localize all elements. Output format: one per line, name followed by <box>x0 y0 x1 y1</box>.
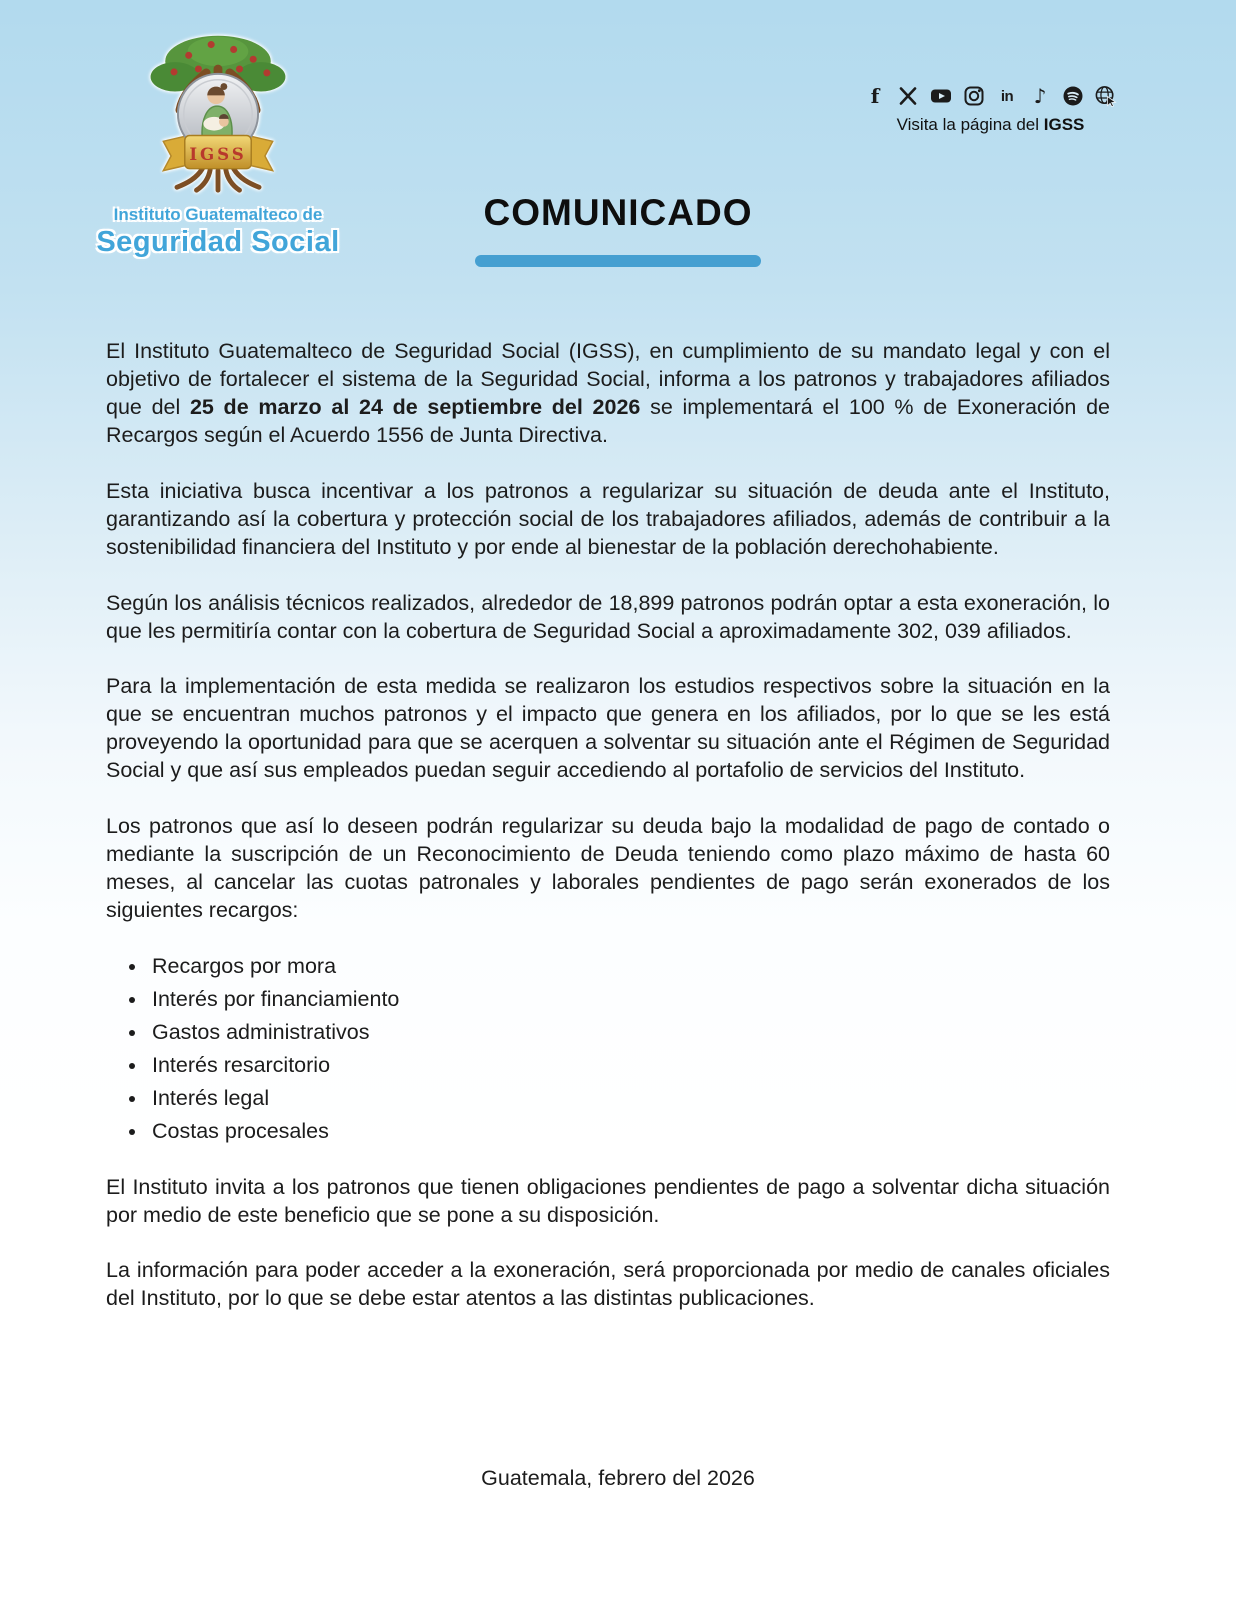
title-underline-bar <box>475 255 761 267</box>
list-item <box>148 1052 1110 1080</box>
spotify-icon <box>1061 84 1085 108</box>
date-footer: Guatemala, febrero del 2026 <box>481 1466 755 1490</box>
paragraph-6: El Instituto invita a los patronos que tienen obligaciones pendientes de pago a solventar dicha situación por medio de este beneficio que se pone a su disposición. <box>106 1174 1110 1227</box>
org-name-line2: Seguridad Social <box>96 226 340 258</box>
paragraph-4: Para la implementación de esta medida se realizaron los estudios respectivos sobre la situación en la que se encuentran muchos patronos y el impacto que genera en los afiliados, por lo que se les está proveyendo la oportunidad para que se acerquen a solventar su situación ante el Régimen de Seguridad Social y que así sus empleados puedan seguir accediendo al portafolio de servicios del Instituto. <box>106 674 1110 783</box>
list-item-text: Interés legal <box>152 1085 270 1110</box>
paragraph-1-post: se implementará el 100 % de Exoneración de Recargos según el Acuerdo 1556 de Junta Directiva. <box>106 394 1110 447</box>
svg-text:IGSS: IGSS <box>189 143 247 164</box>
exonerated-charges-list <box>106 953 1110 1146</box>
list-item-text: Costas procesales <box>152 1118 329 1143</box>
paragraph-1-pre: El Instituto Guatemalteco de Seguridad Social (IGSS), en cumplimiento de su mandato legal y con el objetivo de fortalecer el sistema de la Seguridad Social, informa a los patronos y trabajadores afiliados que del <box>106 339 1110 419</box>
igss-tree-emblem-icon <box>130 26 306 198</box>
tiktok-icon: ♪ <box>1033 84 1047 108</box>
social-caption <box>863 115 1118 135</box>
social-caption-bold: IGSS <box>1043 115 1085 134</box>
org-name-line1: Instituto Guatemalteco de <box>113 205 323 224</box>
paragraph-2: Esta iniciativa busca incentivar a los patronos a regularizar su situación de deuda ante el Instituto, garantizando así la cobertura y protección social de los trabajadores afiliados, además de contribuir a la sostenibilidad financiera del Instituto y por ende al bienestar de la población derechohabiente. <box>106 478 1110 559</box>
list-item <box>148 986 1110 1014</box>
list-item-text: Interés por financiamiento <box>152 986 400 1011</box>
page-title: COMUNICADO <box>483 192 753 233</box>
list-item <box>148 1019 1110 1047</box>
website-globe-icon <box>1094 84 1118 108</box>
social-block <box>863 84 1118 135</box>
social-caption-text: Visita la página del <box>896 115 1044 134</box>
list-item-text: Interés resarcitorio <box>152 1052 331 1077</box>
linkedin-icon: in <box>1000 87 1014 105</box>
facebook-icon: f <box>870 84 880 108</box>
youtube-icon <box>929 84 953 108</box>
instagram-icon <box>962 84 986 108</box>
list-item <box>148 1118 1110 1146</box>
list-item <box>148 1085 1110 1113</box>
paragraph-3: Según los análisis técnicos realizados, alrededor de 18,899 patronos podrán optar a esta exoneración, lo que les permitiría contar con la cobertura de Seguridad Social a aproximadamente 302, 039 afiliados. <box>106 590 1110 643</box>
social-icon-row <box>863 84 1118 108</box>
paragraph-5: Los patronos que así lo deseen podrán regularizar su deuda bajo la modalidad de pago de contado o mediante la suscripción de un Reconocimiento de Deuda teniendo como plazo máximo de hasta 60 meses, al cancelar las cuotas patronales y laborales pendientes de pago serán exonerados de los siguientes recargos: <box>106 814 1110 922</box>
list-item <box>148 953 1110 981</box>
list-item-text: Recargos por mora <box>152 953 337 978</box>
title-block <box>0 192 1236 267</box>
paragraph-1 <box>106 338 1110 450</box>
document-body <box>106 338 1110 1341</box>
paragraph-1-bold-dates: 25 de marzo al 24 de septiembre del 2026 <box>189 394 641 419</box>
x-twitter-icon <box>896 84 920 108</box>
list-item-text: Gastos administrativos <box>152 1019 370 1044</box>
paragraph-7: La información para poder acceder a la exoneración, será proporcionada por medio de canales oficiales del Instituto, por lo que se debe estar atentos a las distintas publicaciones. <box>106 1258 1110 1311</box>
